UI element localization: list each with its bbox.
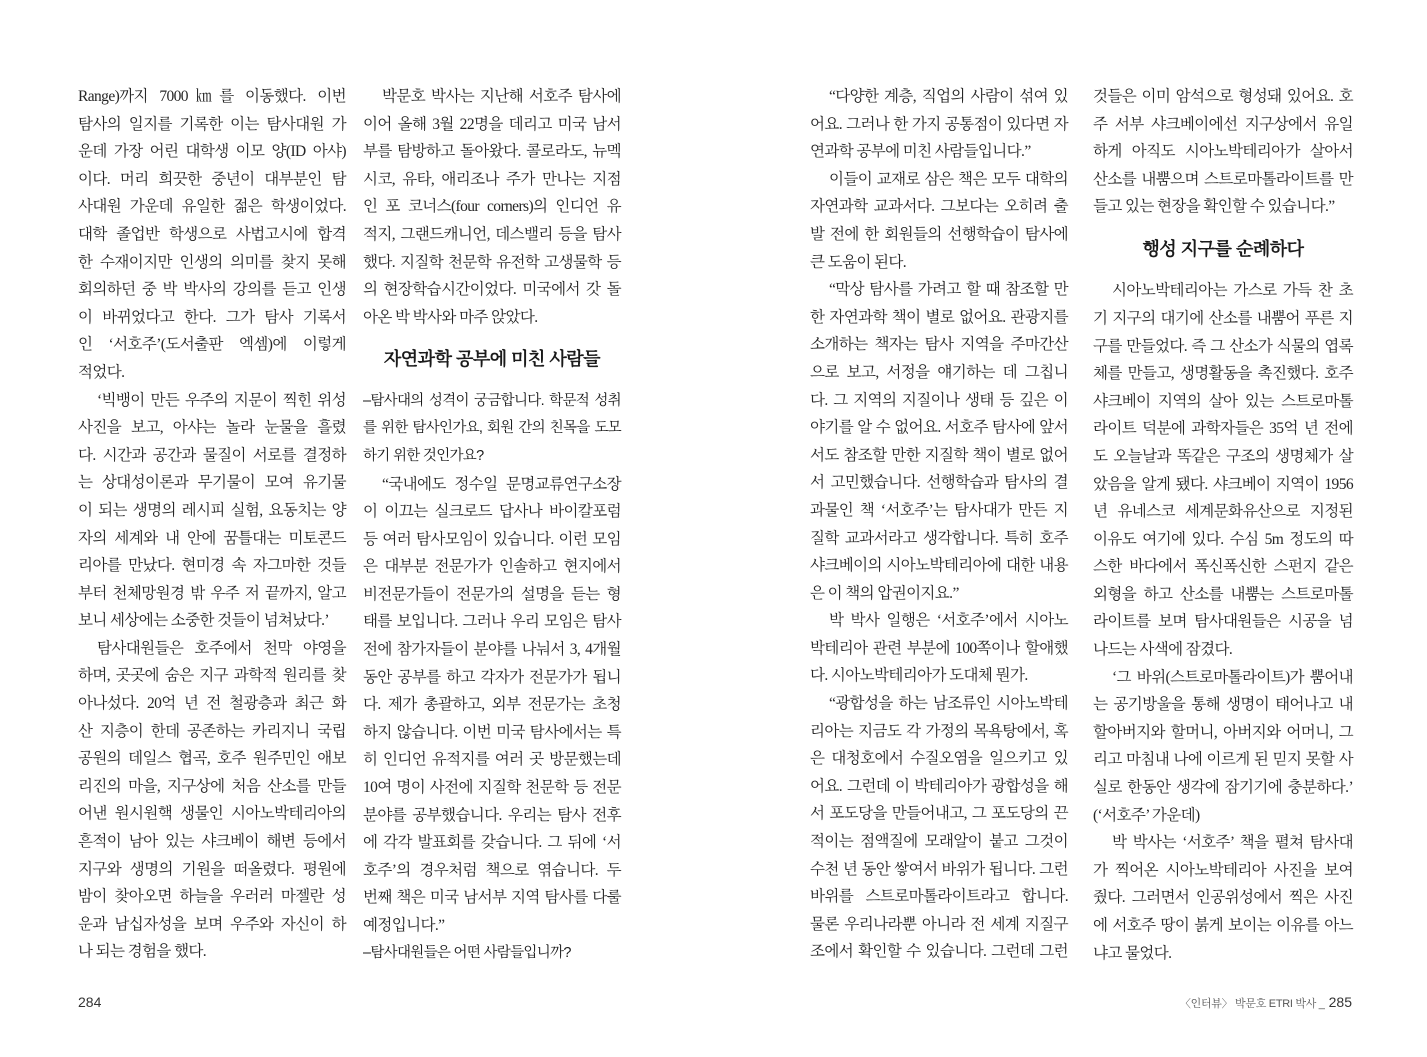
text-line: 다. 시아노박테리아가 도대체 뭔가. bbox=[810, 667, 1028, 685]
text-line: 았음을 알게 됐다. 샤크베이 지역이 1956 bbox=[1093, 475, 1353, 493]
text-line: 하기 위한 것인가요? bbox=[363, 447, 484, 464]
text-line: “광합성을 하는 남조류인 시아노박테 bbox=[829, 695, 1068, 713]
text-line: 실로 한동안 생각에 잠기기에 충분하다.’ bbox=[1093, 779, 1353, 797]
section-heading: 자연과학 공부에 미친 사람들 bbox=[383, 349, 601, 370]
text-line: 전에 참가자들이 분야를 나눠서 3, 4개월 bbox=[363, 641, 621, 659]
text-line: 라이트를 보며 탐사대원들은 시공을 넘 bbox=[1093, 613, 1353, 631]
text-line: 10여 명이 사전에 지질학 천문학 등 전문 bbox=[363, 779, 621, 797]
text-column-2 bbox=[363, 83, 621, 967]
text-line: 예정입니다.” bbox=[363, 917, 445, 935]
text-line: 자의 세계와 내 안에 꿈틀대는 미토콘드 bbox=[78, 529, 346, 547]
text-line: 어요. 그런데 이 박테리아가 광합성을 해 bbox=[810, 777, 1068, 795]
text-line: 은 대청호에서 수질오염을 일으키고 있 bbox=[810, 750, 1068, 768]
paragraph bbox=[1093, 277, 1353, 663]
text-line: 냐고 물었다. bbox=[1093, 944, 1172, 962]
text-line: 사대원 가운데 유일한 젊은 학생이었다. bbox=[78, 198, 346, 216]
text-line: 리아를 만났다. 현미경 속 자그마한 것들 bbox=[78, 557, 346, 575]
text-line: 샤크베이 지역의 살아 있는 스트로마톨 bbox=[1093, 392, 1353, 410]
paragraph bbox=[78, 387, 346, 635]
text-line: (‘서호주’ 가운데) bbox=[1093, 806, 1200, 824]
text-line: 과물인 책 ‘서호주’는 탐사대가 만든 지 bbox=[810, 501, 1068, 519]
text-line: 의 현장학습시간이었다. 미국에서 갓 돌 bbox=[363, 281, 621, 299]
text-line: 바위를 스트로마톨라이트라고 합니다. bbox=[810, 888, 1068, 906]
text-line: 등 여러 탐사모임이 있습니다. 이런 모임 bbox=[363, 530, 621, 548]
text-line: 박문호 박사는 지난해 서호주 탐사에 bbox=[382, 88, 621, 105]
text-line: 인 포 코너스(four corners)의 인디언 유 bbox=[363, 198, 621, 216]
right-page bbox=[713, 0, 1427, 1057]
text-line: 질학 교과서라고 생각합니다. 특히 호주 bbox=[810, 529, 1068, 547]
text-line: “막상 탐사를 가려고 할 때 참조할 만 bbox=[829, 281, 1068, 299]
text-line: 태를 보입니다. 그러나 우리 모임은 탐사 bbox=[363, 613, 621, 631]
paragraph bbox=[810, 83, 1068, 166]
text-line: 탐사의 일지를 기록한 이는 탐사대원 가 bbox=[78, 115, 346, 133]
text-line: 보니 세상에는 소중한 것들이 넘쳐났다.’ bbox=[78, 612, 329, 630]
running-footer bbox=[1180, 994, 1352, 1011]
text-line: 다. 제가 총괄하고, 외부 전문가는 초청 bbox=[363, 696, 621, 714]
interview-question bbox=[363, 940, 621, 968]
text-line: 할아버지와 할머니, 아버지와 어머니, 그 bbox=[1093, 723, 1353, 741]
text-line: 인 ‘서호주’(도서출판 엑셈)에 이렇게 bbox=[78, 336, 346, 354]
text-line: 소개하는 책자는 탐사 지역을 주마간산 bbox=[810, 336, 1068, 354]
text-line: –탐사대원들은 어떤 사람들입니까? bbox=[363, 944, 571, 961]
text-line: “국내에도 정수일 문명교류연구소장 bbox=[382, 475, 621, 493]
text-line: ‘그 바위(스트로마톨라이트)가 뿜어내 bbox=[1112, 668, 1353, 686]
text-line: 박 박사는 ‘서호주’ 책을 펼쳐 탐사대 bbox=[1112, 834, 1353, 852]
text-line: 이어 올해 3월 22명을 데리고 미국 남서 bbox=[363, 115, 621, 133]
text-line: 부터 천체망원경 밖 우주 저 끝까지, 알고 bbox=[78, 584, 346, 602]
text-line: 샤크베이의 시아노박테리아에 대한 내용 bbox=[810, 557, 1068, 575]
text-line: 비전문가들이 전문가의 설명을 듣는 형 bbox=[363, 585, 621, 603]
text-line: 것들은 이미 암석으로 형성돼 있어요. 호 bbox=[1093, 88, 1353, 105]
paragraph bbox=[363, 471, 621, 940]
page-number-left: 284 bbox=[78, 994, 102, 1010]
text-line: 히 인디언 유적지를 여러 곳 방문했는데 bbox=[363, 751, 621, 769]
text-line: 나 되는 경험을 했다. bbox=[78, 943, 207, 961]
text-line: 한 자연과학 책이 별로 없어요. 관광지를 bbox=[810, 308, 1068, 326]
text-line: Range)까지 7000㎞를 이동했다. 이번 bbox=[78, 88, 346, 105]
text-line: 번째 책은 미국 남서부 지역 탐사를 다룰 bbox=[363, 889, 621, 907]
text-line: 산 지층이 한데 공존하는 카리지니 국립 bbox=[78, 722, 346, 740]
text-line: 분야를 공부했습니다. 우리는 탐사 전후 bbox=[363, 806, 621, 824]
text-line: 스한 바다에서 폭신폭신한 스펀지 같은 bbox=[1093, 558, 1353, 576]
text-line: 체를 만들고, 생명활동을 촉진했다. 호주 bbox=[1093, 365, 1353, 383]
paragraph bbox=[1093, 83, 1353, 221]
text-line: 은 이 책의 압권이지요.” bbox=[810, 584, 959, 602]
paragraph bbox=[810, 166, 1068, 276]
text-line: 아나섰다. 20억 년 전 철광층과 최근 화 bbox=[78, 695, 346, 713]
text-line: 나드는 사색에 잠겼다. bbox=[1093, 641, 1233, 659]
text-line: 아온 박 박사와 마주 앉았다. bbox=[363, 308, 538, 326]
text-line: 회의하던 중 박 박사의 강의를 듣고 인생 bbox=[78, 281, 346, 299]
text-line: 동안 공부를 하고 각자가 전문가가 됩니 bbox=[363, 668, 621, 686]
page-number-right: 285 bbox=[1328, 994, 1352, 1010]
text-line: 들고 있는 현장을 확인할 수 있습니다.” bbox=[1093, 198, 1335, 216]
text-line: 탐사대원들은 호주에서 천막 야영을 bbox=[97, 639, 346, 657]
text-line: 운데 가장 어린 대학생 이모 양(ID 아샤) bbox=[78, 143, 346, 161]
text-line: 줬다. 그러면서 인공위성에서 찍은 사진 bbox=[1093, 889, 1353, 907]
text-line: 발 전에 한 회원들의 선행학습이 탐사에 bbox=[810, 225, 1068, 243]
text-line: 는 상대성이론과 무기물이 모여 유기물 bbox=[78, 474, 346, 492]
text-line: ‘빅뱅이 만든 우주의 지문이 찍힌 위성 bbox=[97, 391, 346, 409]
text-line: 라이트 덕분에 과학자들은 35억 년 전에 bbox=[1093, 420, 1353, 438]
text-column-4 bbox=[1093, 83, 1353, 967]
text-line: 적이는 점액질에 모래알이 붙고 그것이 bbox=[810, 833, 1068, 851]
paragraph bbox=[810, 690, 1068, 966]
text-line: 서 고민했습니다. 선행학습과 탐사의 결 bbox=[810, 474, 1068, 492]
paragraph bbox=[810, 607, 1068, 690]
text-line: 하게 아직도 시아노박테리아가 살아서 bbox=[1093, 143, 1353, 161]
text-line: 서 포도당을 만들어내고, 그 포도당의 끈 bbox=[810, 805, 1068, 823]
section-heading: 행성 지구를 순례하다 bbox=[1142, 238, 1304, 259]
text-line: 했다. 지질학 천문학 유전학 고생물학 등 bbox=[363, 253, 621, 271]
text-line: 에 서호주 땅이 붉게 보이는 이유를 아느 bbox=[1093, 917, 1353, 935]
text-line: 호주’의 경우처럼 책으로 엮습니다. 두 bbox=[363, 861, 621, 879]
text-line: 기 지구의 대기에 산소를 내뿜어 푸른 지 bbox=[1093, 309, 1353, 327]
text-line: 연과학 공부에 미친 사람들입니다.” bbox=[810, 143, 1031, 161]
text-line: 리고 마침내 나에 이르게 된 믿지 못할 사 bbox=[1093, 751, 1353, 769]
paragraph bbox=[1093, 664, 1353, 830]
text-line: 이 이끄는 실크로드 답사나 바이칼포럼 bbox=[363, 503, 621, 521]
text-line: 도 오늘날과 똑같은 구조의 생명체가 살 bbox=[1093, 447, 1353, 465]
text-line: 이 되는 생명의 레시피 실험, 요동치는 양 bbox=[78, 501, 346, 519]
text-line: 박 박사 일행은 ‘서호주’에서 시아노 bbox=[829, 612, 1068, 630]
text-column-3 bbox=[810, 83, 1068, 966]
text-line: “다양한 계층, 직업의 사람이 섞여 있 bbox=[829, 88, 1068, 105]
text-line: 자연과학 교과서다. 그보다는 오히려 출 bbox=[810, 198, 1068, 216]
text-line: 는 공기방울을 통해 생명이 태어나고 내 bbox=[1093, 696, 1353, 714]
text-column-1 bbox=[78, 83, 346, 966]
text-line: 구를 만들었다. 즉 그 산소가 식물의 엽록 bbox=[1093, 337, 1353, 355]
text-line: 큰 도움이 된다. bbox=[810, 253, 907, 271]
text-line: 주 서부 샤크베이에선 지구상에서 유일 bbox=[1093, 115, 1353, 133]
text-line: 에 각각 발표회를 갖습니다. 그 뒤에 ‘서 bbox=[363, 834, 621, 852]
paragraph bbox=[810, 276, 1068, 607]
text-line: 를 위한 탐사인가요, 회원 간의 친목을 도모 bbox=[363, 420, 621, 437]
text-line: –탐사대의 성격이 궁금합니다. 학문적 성취 bbox=[363, 392, 621, 409]
paragraph bbox=[363, 83, 621, 331]
text-line: 리진의 마을, 지구상에 처음 산소를 만들 bbox=[78, 777, 346, 795]
text-line: 이들이 교재로 삼은 책은 모두 대학의 bbox=[829, 170, 1068, 188]
left-page bbox=[0, 0, 713, 1057]
text-line: 대학 졸업반 학생으로 사법고시에 합격 bbox=[78, 225, 346, 243]
text-line: 시아노박테리아는 가스로 가득 찬 초 bbox=[1112, 282, 1353, 300]
text-line: 어낸 원시원핵 생물인 시아노박테리아의 bbox=[78, 805, 346, 823]
text-line: 조에서 확인할 수 있습니다. 그런데 그런 bbox=[810, 943, 1068, 961]
text-line: 수천 년 동안 쌓여서 바위가 됩니다. 그런 bbox=[810, 860, 1068, 878]
text-line: 공원의 데일스 협곡, 호주 원주민인 애보 bbox=[78, 750, 346, 768]
paragraph bbox=[1093, 829, 1353, 967]
text-line: 이유도 여기에 있다. 수심 5m 정도의 따 bbox=[1093, 530, 1353, 548]
text-line: 외형을 하고 산소를 내뿜는 스트로마톨 bbox=[1093, 585, 1353, 603]
text-line: 한 수재이지만 인생의 의미를 찾지 못해 bbox=[78, 253, 346, 271]
interview-question bbox=[363, 388, 621, 471]
text-line: 적었다. bbox=[78, 363, 125, 381]
text-line: 으로 보고, 서정을 얘기하는 데 그칩니 bbox=[810, 363, 1068, 381]
text-line: 박테리아 관련 부분에 100쪽이나 할애했 bbox=[810, 639, 1068, 657]
text-line: 하지 않습니다. 이번 미국 탐사에서는 특 bbox=[363, 723, 621, 741]
text-line: 적지, 그랜드캐니언, 데스밸리 등을 탐사 bbox=[363, 225, 621, 243]
text-line: 사진을 보고, 아샤는 놀라 눈물을 흘렸 bbox=[78, 419, 346, 437]
text-line: 가 찍어온 시아노박테리아 사진을 보여 bbox=[1093, 861, 1353, 879]
text-line: 흔적이 남아 있는 샤크베이 해변 등에서 bbox=[78, 833, 346, 851]
text-line: 산소를 내뿜으며 스트로마톨라이트를 만 bbox=[1093, 170, 1353, 188]
text-line: 이다. 머리 희끗한 중년이 대부분인 탐 bbox=[78, 170, 346, 188]
text-line: 야기를 알 수 없어요. 서호주 탐사에 앞서 bbox=[810, 419, 1068, 437]
text-line: 운과 남십자성을 보며 우주와 자신이 하 bbox=[78, 915, 346, 933]
text-line: 다. 시간과 공간과 물질이 서로를 결정하 bbox=[78, 446, 346, 464]
text-line: 시코, 유타, 애리조나 주가 만나는 지점 bbox=[363, 170, 621, 188]
text-line: 서도 참조할 만한 지질학 책이 별로 없어 bbox=[810, 446, 1068, 464]
text-line: 다. 그 지역의 지질이나 생태 등 깊은 이 bbox=[810, 391, 1068, 409]
text-line: 리아는 지금도 각 가정의 목욕탕에서, 혹 bbox=[810, 722, 1068, 740]
running-title: 〈인터뷰〉 박문호 ETRI 박사 _ bbox=[1179, 998, 1325, 1010]
text-line: 어요. 그러나 한 가지 공통점이 있다면 자 bbox=[810, 115, 1068, 133]
text-line: 하며, 곳곳에 숨은 지구 과학적 원리를 찾 bbox=[78, 667, 346, 685]
text-line: 이 바뀌었다고 한다. 그가 탐사 기록서 bbox=[78, 308, 346, 326]
text-line: 밤이 찾아오면 하늘을 우러러 마젤란 성 bbox=[78, 888, 346, 906]
text-line: 은 대부분 전문가가 인솔하고 현지에서 bbox=[363, 558, 621, 576]
text-line: 부를 탐방하고 돌아왔다. 콜로라도, 뉴멕 bbox=[363, 143, 621, 161]
text-line: 물론 우리나라뿐 아니라 전 세계 지질구 bbox=[810, 915, 1068, 933]
text-line: 년 유네스코 세계문화유산으로 지정된 bbox=[1093, 503, 1353, 521]
paragraph bbox=[78, 83, 346, 387]
paragraph bbox=[78, 635, 346, 966]
text-line: 지구와 생명의 기원을 떠올렸다. 평원에 bbox=[78, 860, 346, 878]
